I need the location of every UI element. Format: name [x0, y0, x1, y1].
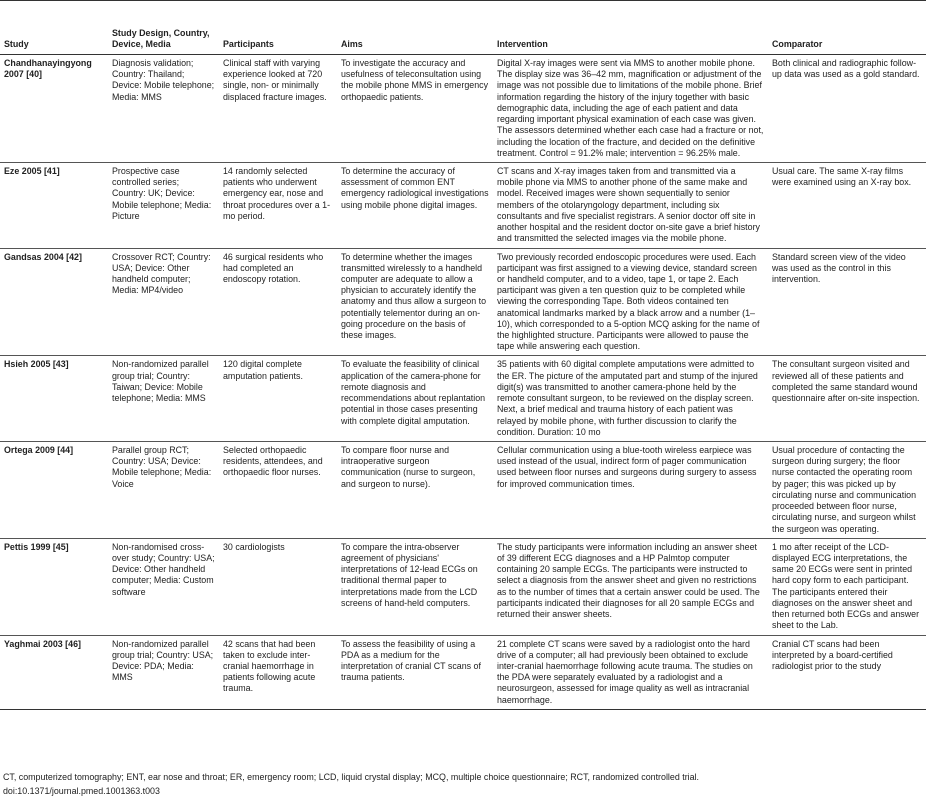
cell-aims: To compare floor nurse and intraoperative surgeon communication (nurse to surgeon, and surgeon to nurse).	[337, 442, 493, 539]
cell-intervention: The study participants were information including an answer sheet of 39 different ECG diagnoses and a HP Palmtop computer containing 20 sample ECGs. The participants were instructed to select a diagnosis from the answer sheet and given no restrictions as to the number of times that a certain answer could be used. The participants indicated their diagnoses for all 20 sample ECGs and returned their answer sheets.	[493, 538, 768, 635]
cell-study: Hsieh 2005 [43]	[0, 356, 108, 442]
cell-aims: To investigate the accuracy and usefulness of teleconsultation using the mobile phone MMS in emergency orthopaedic patients.	[337, 55, 493, 163]
cell-comparator: The consultant surgeon visited and reviewed all of these patients and completed the same standard wound questionnaire after on-site inspection.	[768, 356, 926, 442]
cell-intervention: Cellular communication using a blue-tooth wireless earpiece was used instead of the usual, indirect form of pager communication used between floor nurses and surgeons during surgery to assess for improved communication times.	[493, 442, 768, 539]
cell-participants: 14 randomly selected patients who underwent emergency ear, nose and throat procedures over a 1-mo period.	[219, 162, 337, 248]
cell-design: Diagnosis validation; Country: Thailand; Device: Mobile telephone; Media: MMS	[108, 55, 219, 163]
doi-link[interactable]: doi:10.1371/journal.pmed.1001363.t003	[3, 786, 160, 796]
cell-intervention: Digital X-ray images were sent via MMS to another mobile phone. The display size was 36–42 mm, magnification or adjustment of the image was not possible due to limitations of the mobile phone. Brief information regarding the history of the injury together with basic demographic data, including the age of each patient and data regarding important physical examination of each case was given. The assessors determined whether each case had a fracture or not, including the location of the fracture, and decided on the definitive treatment. Control = 91.2% male; intervention = 96.25% male.	[493, 55, 768, 163]
cell-aims: To assess the feasibility of using a PDA as a medium for the interpretation of cranial CT scans of trauma patients.	[337, 635, 493, 709]
table-footnote: CT, computerized tomography; ENT, ear nose and throat; ER, emergency room; LCD, liquid crystal display; MCQ, multiple choice questionnaire; RCT, randomized controlled trial.	[3, 772, 699, 782]
cell-comparator: Standard screen view of the video was used as the control in this intervention.	[768, 248, 926, 356]
cell-participants: 30 cardiologists	[219, 538, 337, 635]
table-row	[0, 635, 926, 709]
cell-participants: 42 scans that had been taken to exclude inter-cranial haemorrhage in patients following acute trauma.	[219, 635, 337, 709]
table-row	[0, 538, 926, 635]
header-aims: Aims	[337, 1, 493, 55]
cell-participants: 46 surgical residents who had completed an endoscopy rotation.	[219, 248, 337, 356]
cell-study: Eze 2005 [41]	[0, 162, 108, 248]
cell-aims: To compare the intra-observer agreement of physicians' interpretations of 12-lead ECGs on traditional thermal paper to interpretations made from the LCD screens of hand-held computers.	[337, 538, 493, 635]
cell-intervention: Two previously recorded endoscopic procedures were used. Each participant was first assigned to a viewing device, standard screen or handheld computer, and to a video, tape 1, or tape 2. Each participant was given a ten question quiz to be completed while viewing the corresponding Tape. Both videos contained ten anatomical landmarks marked by a black arrow and a number (1–10), which corresponded to a 5-option MCQ asking for the name of the highlighted structure. Participants were allowed to pause the tape while answering each question.	[493, 248, 768, 356]
cell-participants: Clinical staff with varying experience looked at 720 single, non- or minimally displaced fracture images.	[219, 55, 337, 163]
cell-intervention: 35 patients with 60 digital complete amputations were admitted to the ER. The picture of the amputated part and stump of the injured digit(s) was transmitted to another camera-phone held by the remote consultant surgeon, to be reviewed on the display screen. Next, a brief medical and trauma history of each patient was relayed by mobile phone, with further discussion to clarify the condition. Duration: 10 mo	[493, 356, 768, 442]
cell-comparator: 1 mo after receipt of the LCD-displayed ECG interpretations, the same 20 ECGs were sent in printed hard copy form to each participant. The participants entered their diagnoses on the answer sheet and then returned both ECGs and answer sheet to the Lab.	[768, 538, 926, 635]
cell-participants: 120 digital complete amputation patients.	[219, 356, 337, 442]
cell-study: Yaghmai 2003 [46]	[0, 635, 108, 709]
cell-design: Non-randomized parallel group trial; Country: Taiwan; Device: Mobile telephone; Media: MMS	[108, 356, 219, 442]
header-intervention: Intervention	[493, 1, 768, 55]
cell-study: Chandhanayingyong 2007 [40]	[0, 55, 108, 163]
cell-design: Crossover RCT; Country: USA; Device: Other handheld computer; Media: MP4/video	[108, 248, 219, 356]
header-comparator: Comparator	[768, 1, 926, 55]
cell-comparator: Cranial CT scans had been interpreted by a board-certified radiologist prior to the study	[768, 635, 926, 709]
cell-comparator: Usual procedure of contacting the surgeon during surgery; the floor nurse contacted the operating room by pager; this was picked up by circulating nurse and communication proceeded between floor nurse, circulating nurse, and surgeon whilst the surgeon was operating.	[768, 442, 926, 539]
cell-aims: To evaluate the feasibility of clinical application of the camera-phone for remote diagnosis and recommendations about replantation potential in those cases presenting with complete digital amputation.	[337, 356, 493, 442]
cell-participants: Selected orthopaedic residents, attendees, and orthopaedic floor nurses.	[219, 442, 337, 539]
table-header-row	[0, 1, 926, 55]
cell-study: Ortega 2009 [44]	[0, 442, 108, 539]
header-design: Study Design, Country, Device, Media	[108, 1, 219, 55]
cell-comparator: Usual care. The same X-ray films were examined using an X-ray box.	[768, 162, 926, 248]
table-row	[0, 248, 926, 356]
cell-intervention: 21 complete CT scans were saved by a radiologist onto the hard drive of a computer; all had previously been obtained to exclude inter-cranial haemorrhage following acute trauma. The studies on the PDA were separately evaluated by a radiologist and a neurosurgeon, assessed for image quality as well as intracranial haemorrhage.	[493, 635, 768, 709]
cell-study: Pettis 1999 [45]	[0, 538, 108, 635]
table-row	[0, 442, 926, 539]
cell-design: Parallel group RCT; Country: USA; Device: Mobile telephone; Media: Voice	[108, 442, 219, 539]
cell-aims: To determine whether the images transmitted wirelessly to a handheld computer are adequate to allow a physician to accurately identify the anatomy and thus allow a surgeon to potentially telementor during an on-going procedure on the basis of these images.	[337, 248, 493, 356]
header-study: Study	[0, 1, 108, 55]
table-row	[0, 356, 926, 442]
cell-design: Non-randomised cross-over study; Country: USA; Device: Other handheld computer; Media: Custom software	[108, 538, 219, 635]
cell-comparator: Both clinical and radiographic follow-up data was used as a gold standard.	[768, 55, 926, 163]
table-row	[0, 55, 926, 163]
cell-intervention: CT scans and X-ray images taken from and transmitted via a mobile phone via MMS to another phone of the same make and model. Received images were shown sequentially to senior members of the otolaryngology department, including six consultants and five specialist registrars. A senior doctor off site in another hospital and the resident doctor on-site gave a brief history and transmitted the selected images via the mobile phone.	[493, 162, 768, 248]
cell-aims: To determine the accuracy of assessment of common ENT emergency radiological investigations using mobile phone digital images.	[337, 162, 493, 248]
header-participants: Participants	[219, 1, 337, 55]
table-row	[0, 162, 926, 248]
cell-design: Non-randomized parallel group trial; Country: USA; Device: PDA; Media: MMS	[108, 635, 219, 709]
cell-study: Gandsas 2004 [42]	[0, 248, 108, 356]
cell-design: Prospective case controlled series; Country: UK; Device: Mobile telephone; Media: Picture	[108, 162, 219, 248]
